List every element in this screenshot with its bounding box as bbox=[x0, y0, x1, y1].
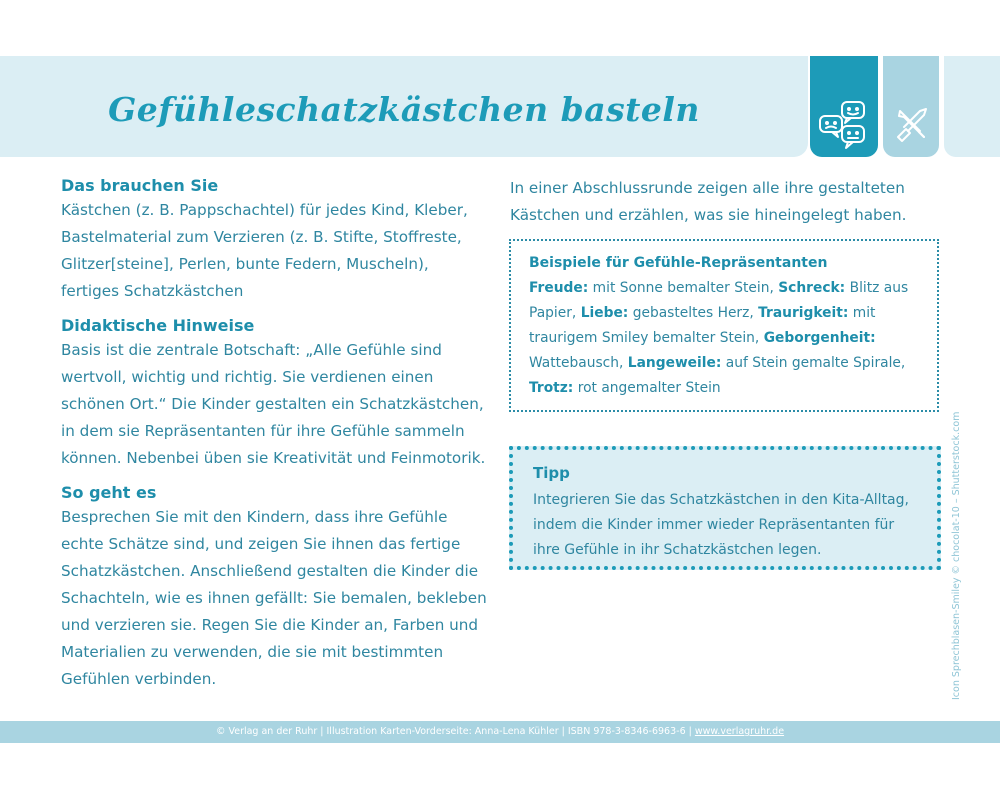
icon-credit: Icon Sprechblasen-Smiley © chocolat-10 – Shutterstock.com bbox=[951, 411, 962, 700]
section-heading: Das brauchen Sie bbox=[61, 176, 219, 195]
footer bbox=[0, 721, 1000, 743]
section-didactics bbox=[61, 315, 491, 472]
section-text: Basis ist die zentrale Botschaft: „Alle Gefühle sind wertvoll, wichtig und richtig. Sie verdienen einen schönen Ort.“ Die Kinder gestalten ein Schatzkästchen, in dem sie Repräsentanten für ihre Gefühle sammeln können. Nebenbei üben sie Kreativität und Feinmotorik. bbox=[61, 341, 486, 467]
example-label: Schreck: bbox=[778, 280, 846, 296]
section-heading: Didaktische Hinweise bbox=[61, 316, 255, 335]
example-label: Trotz: bbox=[529, 380, 574, 396]
tip-text: Integrieren Sie das Schatzkästchen in den Kita-Alltag, indem die Kinder immer wieder Repräsentanten für ihre Gefühle in ihr Schatzkästchen legen. bbox=[533, 492, 909, 558]
examples-text bbox=[529, 276, 921, 401]
section-text: Kästchen (z. B. Pappschachtel) für jedes Kind, Kleber, Bastelmaterial zum Verzieren (z. B. Stifte, Stoffreste, Glitzer[steine], Perlen, bunte Federn, Muscheln), fertiges Schatzkästchen bbox=[61, 201, 468, 300]
example-label: Freude: bbox=[529, 280, 589, 296]
header-band-right bbox=[944, 56, 1000, 157]
section-materials bbox=[61, 175, 491, 305]
example-text: Blitz aus Papier, bbox=[529, 280, 909, 321]
example-label: Traurigkeit: bbox=[758, 305, 849, 321]
section-heading: So geht es bbox=[61, 483, 157, 502]
closing-round-text: In einer Abschlussrunde zeigen alle ihre gestalteten Kästchen und erzählen, was sie hineingelegt haben. bbox=[510, 179, 907, 224]
tip-heading: Tipp bbox=[533, 464, 570, 482]
right-column-intro bbox=[510, 175, 940, 229]
card-title: Gefühleschatzkästchen basteln bbox=[108, 90, 700, 129]
speech-bubbles-faces-icon bbox=[816, 98, 872, 154]
example-label: Langeweile: bbox=[627, 355, 722, 371]
tip-box bbox=[509, 446, 941, 570]
publisher-link[interactable]: www.verlagruhr.de bbox=[694, 726, 785, 737]
example-text: rot angemalter Stein bbox=[573, 380, 721, 396]
example-text: gebasteltes Herz, bbox=[628, 305, 759, 321]
example-text: mit traurigem Smiley bemalter Stein, bbox=[529, 305, 876, 346]
section-text: Besprechen Sie mit den Kindern, dass ihre Gefühle echte Schätze sind, und zeigen Sie ihnen das fertige Schatzkästchen. Anschließend gestalten die Kinder die Schachteln, wie es ihnen gefällt: Sie bemalen, bekleben und verzieren sie. Regen Sie die Kinder an, Farben und Materialien zu verwenden, die sie mit bestimmten Gefühlen verbinden. bbox=[61, 508, 487, 688]
examples-heading: Beispiele für Gefühle-Repräsentanten bbox=[529, 255, 828, 271]
example-text: mit Sonne bemalter Stein, bbox=[588, 280, 779, 296]
example-label: Geborgenheit: bbox=[763, 330, 876, 346]
crossed-tools-icon bbox=[893, 106, 929, 142]
footer-text: © Verlag an der Ruhr | Illustration Karten-Vorderseite: Anna-Lena Kühler | ISBN 978-3-8346-6963-6 | bbox=[215, 726, 695, 737]
example-text: auf Stein gemalte Spirale, bbox=[721, 355, 906, 371]
example-label: Liebe: bbox=[580, 305, 629, 321]
section-instructions bbox=[61, 482, 491, 693]
example-text: Wattebausch, bbox=[529, 355, 628, 371]
left-column bbox=[61, 175, 491, 703]
examples-box bbox=[509, 239, 939, 412]
